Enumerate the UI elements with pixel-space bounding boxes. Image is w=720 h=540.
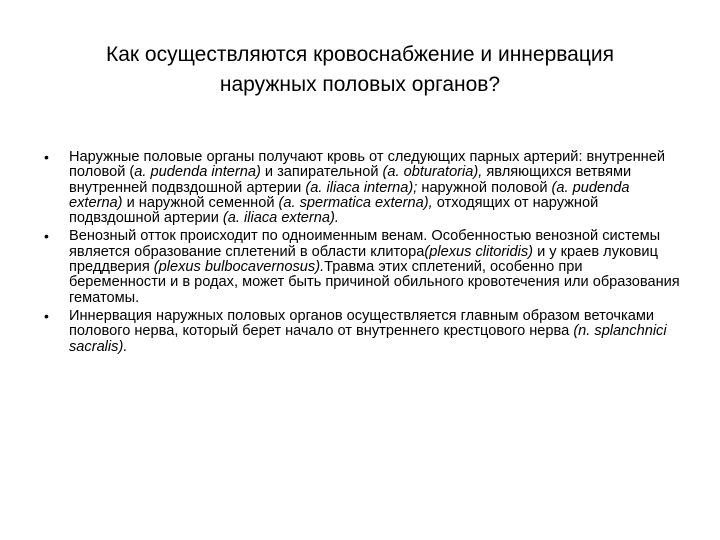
latin-term: (plexus clitoridis) bbox=[424, 243, 534, 260]
latin-term: (a. obturatoria), bbox=[382, 164, 483, 181]
latin-term: (a. spermatica externa), bbox=[278, 194, 433, 211]
bullet-text-venous-outflow bbox=[69, 228, 680, 305]
text-segment: Иннервация наружных половых органов осуществляется главным образом веточками полового нерва, который берет начало от внутреннего крестцового нерва bbox=[69, 307, 655, 340]
bullet-text-innervation bbox=[69, 308, 667, 355]
latin-term: (plexus bulbocavernosus). bbox=[153, 259, 325, 276]
text-segment: отходящих от наружной подвздошной артерии bbox=[69, 194, 599, 227]
bullet-list bbox=[44, 150, 680, 358]
bullet-dot-icon: • bbox=[44, 228, 49, 245]
latin-term: (a. iliaca interna); bbox=[305, 179, 418, 196]
bullet-dot-icon: • bbox=[44, 307, 49, 324]
text-segment: Наружные половые органы получают кровь от следующих парных артерий: внутренней половой ( bbox=[69, 149, 665, 181]
slide-title bbox=[40, 40, 680, 100]
bullet-text-blood-supply bbox=[69, 149, 665, 226]
text-segment: наружной половой bbox=[417, 179, 552, 196]
slide-title-line-2: наружных половых органов? bbox=[219, 73, 501, 96]
text-segment: и наружной семенной bbox=[122, 194, 279, 211]
bullet-item-venous-outflow bbox=[44, 229, 680, 305]
text-segment: Травма этих сплетений, особенно при беременности и в родах, может быть причиной обильного кровотечения или образования гематомы. bbox=[69, 259, 680, 306]
text-segment: и запирательной bbox=[260, 164, 383, 181]
text-segment: являющихся ветвями внутренней подвздошной артерии bbox=[69, 164, 632, 196]
bullet-item-blood-supply bbox=[44, 150, 680, 226]
latin-term: (a. pudenda externa) bbox=[69, 179, 630, 211]
bullet-dot-icon: • bbox=[44, 149, 49, 165]
latin-term: (a. iliaca externa). bbox=[222, 210, 339, 227]
slide-title-line-1: Как осуществляются кровоснабжение и иннервация bbox=[106, 43, 614, 66]
text-segment: и у краев луковиц преддверия bbox=[69, 243, 658, 276]
bullet-item-innervation bbox=[44, 309, 680, 355]
latin-term: a. pudenda interna) bbox=[134, 164, 261, 181]
latin-term: (n. splanchnici sacralis). bbox=[69, 323, 667, 355]
text-segment: Венозный отток происходит по одноименным венам. Особенностью венозной системы является образование сплетений в области клитора bbox=[69, 228, 661, 260]
